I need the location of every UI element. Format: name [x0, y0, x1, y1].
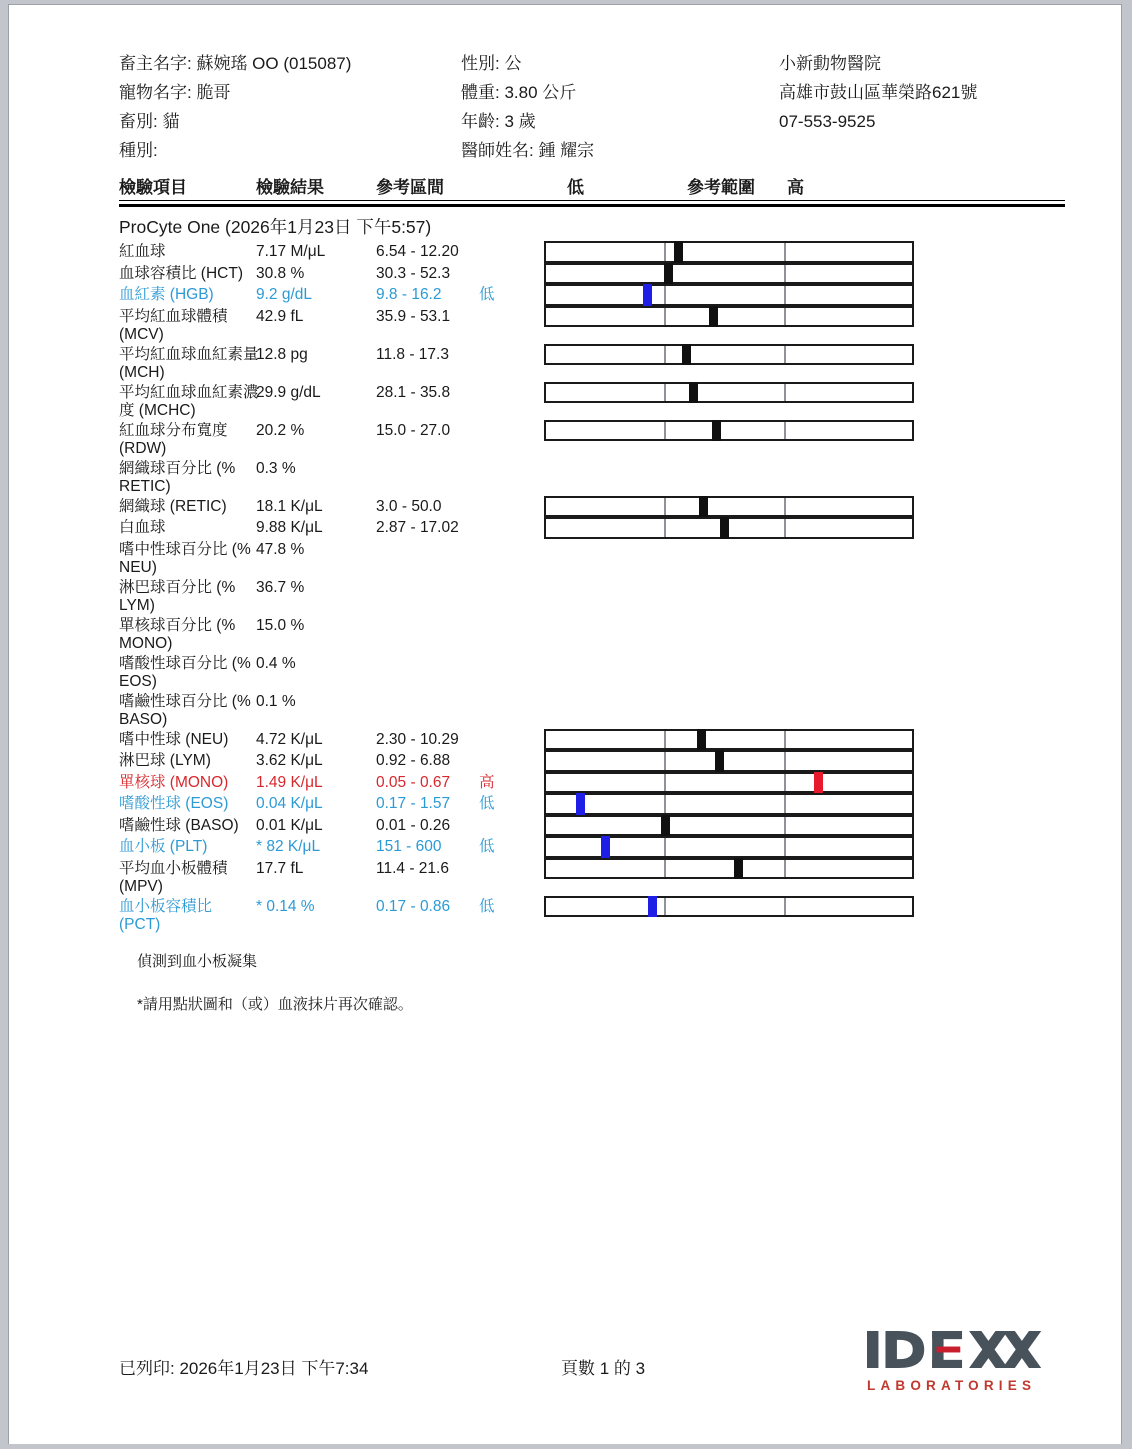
result-row: [119, 772, 1065, 794]
result-row: [119, 577, 1065, 615]
result-row: [119, 458, 1065, 496]
range-divider-line: [664, 838, 666, 856]
test-name-line: 紅血球: [119, 243, 166, 260]
result-row: [119, 691, 1065, 729]
range-divider-line: [664, 519, 666, 537]
range-divider-line: [664, 243, 666, 261]
col-test-item: 檢驗項目: [119, 178, 187, 197]
reference-interval: 11.8 - 17.3: [376, 345, 449, 363]
range-divider-line: [784, 860, 786, 878]
result-marker: [697, 729, 706, 751]
test-name-line: 淋巴球 (LYM): [119, 752, 211, 769]
result-row: [119, 420, 1065, 458]
test-result: 47.8 %: [256, 540, 305, 558]
range-divider-line: [784, 774, 786, 792]
test-name-line: 單核球百分比 (%: [119, 616, 236, 634]
test-name-line: 網織球 (RETIC): [119, 497, 227, 515]
notes: [137, 953, 1065, 1013]
test-result: 0.3 %: [256, 459, 296, 477]
test-name-line: 血小板容積比: [119, 897, 213, 915]
range-divider-line: [784, 346, 786, 364]
table-header: [119, 177, 1065, 199]
result-row: [119, 539, 1065, 577]
clinic-name: 小新動物醫院: [779, 54, 881, 73]
result-marker: [661, 815, 670, 837]
species: 畜別: 貓: [119, 112, 180, 131]
analyzer-section-title: ProCyte One (2026年1月23日 下午5:57): [119, 217, 432, 237]
reference-interval: 0.17 - 0.86: [376, 897, 451, 915]
reference-interval: 35.9 - 53.1: [376, 307, 451, 325]
reference-range-bar: [544, 793, 914, 815]
reference-range-bar: [544, 772, 914, 794]
test-result: 1.49 K/μL: [256, 773, 323, 791]
test-name-line: 血紅素 (HGB): [119, 286, 214, 303]
patient-header: [119, 49, 1065, 167]
test-name-line: (MCV): [119, 326, 164, 343]
reference-range-bar: [544, 263, 914, 285]
range-divider-line: [664, 860, 666, 878]
result-marker: [648, 896, 657, 918]
result-marker: [715, 750, 724, 772]
header-rule: [119, 200, 1065, 207]
result-marker: [576, 793, 585, 815]
reference-interval: 0.92 - 6.88: [376, 752, 451, 769]
reference-range-bar: [544, 496, 914, 518]
idexx-logo: [867, 1331, 1051, 1393]
abnormal-flag: 高: [479, 773, 495, 791]
result-row: [119, 241, 1065, 263]
range-divider-line: [784, 243, 786, 261]
range-divider-line: [664, 498, 666, 516]
reference-range-bar: [544, 517, 914, 539]
range-divider-line: [784, 795, 786, 813]
test-name-line: (MPV): [119, 878, 163, 895]
clinic-info: [779, 49, 977, 136]
results-rows: [119, 241, 1065, 934]
result-row: [119, 836, 1065, 858]
reference-interval: 0.05 - 0.67: [376, 773, 451, 791]
range-divider-line: [784, 498, 786, 516]
range-divider-line: [664, 898, 666, 916]
test-name-line: LYM): [119, 597, 155, 614]
reference-interval: 30.3 - 52.3: [376, 264, 451, 282]
test-name-line: EOS): [119, 673, 157, 690]
result-marker: [674, 241, 683, 263]
result-marker: [720, 517, 729, 539]
reference-range-bar: [544, 836, 914, 858]
test-result: 42.9 fL: [256, 307, 304, 325]
result-row: [119, 306, 1065, 344]
reference-interval: 2.87 - 17.02: [376, 519, 459, 536]
result-marker: [712, 420, 721, 442]
reference-range-bar: [544, 815, 914, 837]
range-divider-line: [664, 346, 666, 364]
test-name-line: 嗜中性球百分比 (%: [119, 540, 251, 558]
reference-range-bar: [544, 306, 914, 328]
reference-range-bar: [544, 420, 914, 442]
reference-interval: 11.4 - 21.6: [376, 859, 449, 877]
test-result: 9.88 K/μL: [256, 519, 323, 536]
test-result: 3.62 K/μL: [256, 752, 323, 769]
test-name-line: (PCT): [119, 916, 161, 933]
test-name-line: 血小板 (PLT): [119, 838, 208, 855]
clinic-phone: 07-553-9525: [779, 112, 876, 131]
doctor-name: 醫師姓名: 鍾 耀宗: [461, 141, 595, 160]
range-divider-line: [784, 308, 786, 326]
test-result: 29.9 g/dL: [256, 383, 321, 401]
test-name-line: 紅血球分布寬度: [119, 421, 228, 439]
col-high: 高: [787, 178, 804, 197]
test-name-line: RETIC): [119, 478, 171, 495]
result-marker: [643, 284, 652, 306]
result-row: [119, 750, 1065, 772]
test-result: 17.7 fL: [256, 859, 304, 877]
test-name-line: 嗜酸性球 (EOS): [119, 795, 229, 812]
range-divider-line: [664, 422, 666, 440]
range-divider-line: [664, 384, 666, 402]
reference-interval: 3.0 - 50.0: [376, 497, 442, 515]
reference-interval: 6.54 - 12.20: [376, 243, 459, 260]
reference-range-bar: [544, 344, 914, 366]
result-row: [119, 496, 1065, 518]
result-row: [119, 615, 1065, 653]
range-divider-line: [664, 731, 666, 749]
test-result: 0.01 K/μL: [256, 816, 323, 834]
result-marker: [601, 836, 610, 858]
range-divider-line: [784, 817, 786, 835]
result-row: [119, 344, 1065, 382]
col-low: 低: [567, 178, 584, 197]
test-result: 0.4 %: [256, 654, 296, 672]
range-divider-line: [664, 795, 666, 813]
test-result: 0.04 K/μL: [256, 795, 323, 812]
test-result: 9.2 g/dL: [256, 286, 313, 303]
test-result: 20.2 %: [256, 421, 305, 439]
reference-range-bar: [544, 284, 914, 306]
owner-name: 畜主名字: 蘇婉瑤 OO (015087): [119, 54, 352, 73]
test-result: * 82 K/μL: [256, 838, 321, 855]
result-marker: [814, 772, 823, 794]
test-result: 12.8 pg: [256, 345, 308, 363]
test-result: 15.0 %: [256, 616, 305, 634]
abnormal-flag: 低: [479, 897, 495, 915]
range-divider-line: [784, 838, 786, 856]
result-marker: [699, 496, 708, 518]
note-confirm-smear: *請用點狀圖和（或）血液抹片再次確認。: [137, 995, 413, 1013]
test-result: 30.8 %: [256, 264, 305, 282]
weight: 體重: 3.80 公斤: [461, 83, 577, 102]
result-row: [119, 382, 1065, 420]
test-name-line: 淋巴球百分比 (%: [119, 578, 236, 596]
result-row: [119, 284, 1065, 306]
reference-interval: 0.17 - 1.57: [376, 795, 451, 812]
range-divider-line: [784, 265, 786, 283]
idexx-logo-icon: [867, 1331, 1043, 1368]
range-divider-line: [784, 286, 786, 304]
test-name-line: 平均紅血球血紅素濃: [119, 383, 259, 401]
result-row: [119, 896, 1065, 934]
result-row: [119, 793, 1065, 815]
col-ref-interval: 參考區間: [376, 178, 444, 197]
test-name-line: NEU): [119, 559, 157, 576]
range-divider-line: [784, 752, 786, 770]
col-ref-range: 參考範圍: [687, 178, 755, 197]
test-name-line: 嗜酸性球百分比 (%: [119, 654, 251, 672]
abnormal-flag: 低: [479, 286, 495, 303]
test-name-line: 平均血小板體積: [119, 859, 228, 877]
test-result: * 0.14 %: [256, 897, 315, 915]
reference-range-bar: [544, 858, 914, 880]
test-name-line: MONO): [119, 635, 173, 652]
col-test-result: 檢驗結果: [256, 178, 324, 197]
test-name-line: 嗜鹼性球百分比 (%: [119, 692, 251, 710]
test-result: 18.1 K/μL: [256, 497, 323, 515]
page-number: 頁數 1 的 3: [561, 1359, 646, 1378]
owner-pet-info: [119, 49, 351, 165]
test-result: 7.17 M/μL: [256, 243, 326, 260]
printed-timestamp: 已列印: 2026年1月23日 下午7:34: [119, 1359, 369, 1378]
range-divider-line: [664, 752, 666, 770]
test-name-line: 平均紅血球體積: [119, 307, 228, 325]
report-content: [119, 5, 1065, 1013]
test-name-line: (MCH): [119, 364, 165, 381]
note-platelet-clump: 偵測到血小板凝集: [137, 952, 258, 970]
reference-interval: 28.1 - 35.8: [376, 383, 451, 401]
report-page: [8, 4, 1122, 1444]
result-row: [119, 653, 1065, 691]
reference-interval: 15.0 - 27.0: [376, 421, 451, 439]
result-marker: [734, 858, 743, 880]
test-name-line: 血球容積比 (HCT): [119, 264, 243, 282]
pet-name: 寵物名字: 脆哥: [119, 83, 231, 102]
range-divider-line: [664, 308, 666, 326]
reference-range-bar: [544, 896, 914, 918]
test-name-line: 嗜鹼性球 (BASO): [119, 816, 239, 834]
reference-interval: 0.01 - 0.26: [376, 816, 451, 834]
result-marker: [689, 382, 698, 404]
clinic-address: 高雄市鼓山區華榮路621號: [779, 83, 978, 102]
result-marker: [682, 344, 691, 366]
sex: 性別: 公: [461, 54, 522, 73]
test-result: 4.72 K/μL: [256, 730, 323, 748]
reference-interval: 2.30 - 10.29: [376, 730, 459, 748]
test-result: 36.7 %: [256, 578, 305, 596]
test-result: 0.1 %: [256, 692, 296, 710]
test-name-line: 嗜中性球 (NEU): [119, 730, 229, 748]
reference-interval: 9.8 - 16.2: [376, 286, 442, 303]
reference-range-bar: [544, 750, 914, 772]
result-row: [119, 263, 1065, 285]
range-divider-line: [784, 519, 786, 537]
test-name-line: 單核球 (MONO): [119, 773, 229, 791]
patient-detail-info: [461, 49, 594, 165]
result-row: [119, 729, 1065, 751]
age: 年齡: 3 歲: [461, 112, 536, 131]
idexx-logo-subtext: LABORATORIES: [867, 1378, 1037, 1393]
test-name-line: (RDW): [119, 440, 167, 457]
range-divider-line: [664, 774, 666, 792]
abnormal-flag: 低: [479, 838, 495, 855]
result-row: [119, 858, 1065, 896]
result-marker: [709, 306, 718, 328]
test-name-line: 網織球百分比 (%: [119, 459, 236, 477]
reference-interval: 151 - 600: [376, 838, 442, 855]
test-name-line: 平均紅血球血紅素量: [119, 345, 259, 363]
reference-range-bar: [544, 241, 914, 263]
breed: 種別:: [119, 141, 158, 160]
abnormal-flag: 低: [479, 795, 495, 812]
range-divider-line: [784, 731, 786, 749]
test-name-line: 白血球: [119, 519, 166, 536]
test-name-line: 度 (MCHC): [119, 402, 196, 419]
range-divider-line: [784, 898, 786, 916]
test-name-line: BASO): [119, 711, 168, 728]
reference-range-bar: [544, 382, 914, 404]
reference-range-bar: [544, 729, 914, 751]
range-divider-line: [784, 422, 786, 440]
result-marker: [664, 263, 673, 285]
range-divider-line: [664, 286, 666, 304]
result-row: [119, 517, 1065, 539]
range-divider-line: [784, 384, 786, 402]
result-row: [119, 815, 1065, 837]
